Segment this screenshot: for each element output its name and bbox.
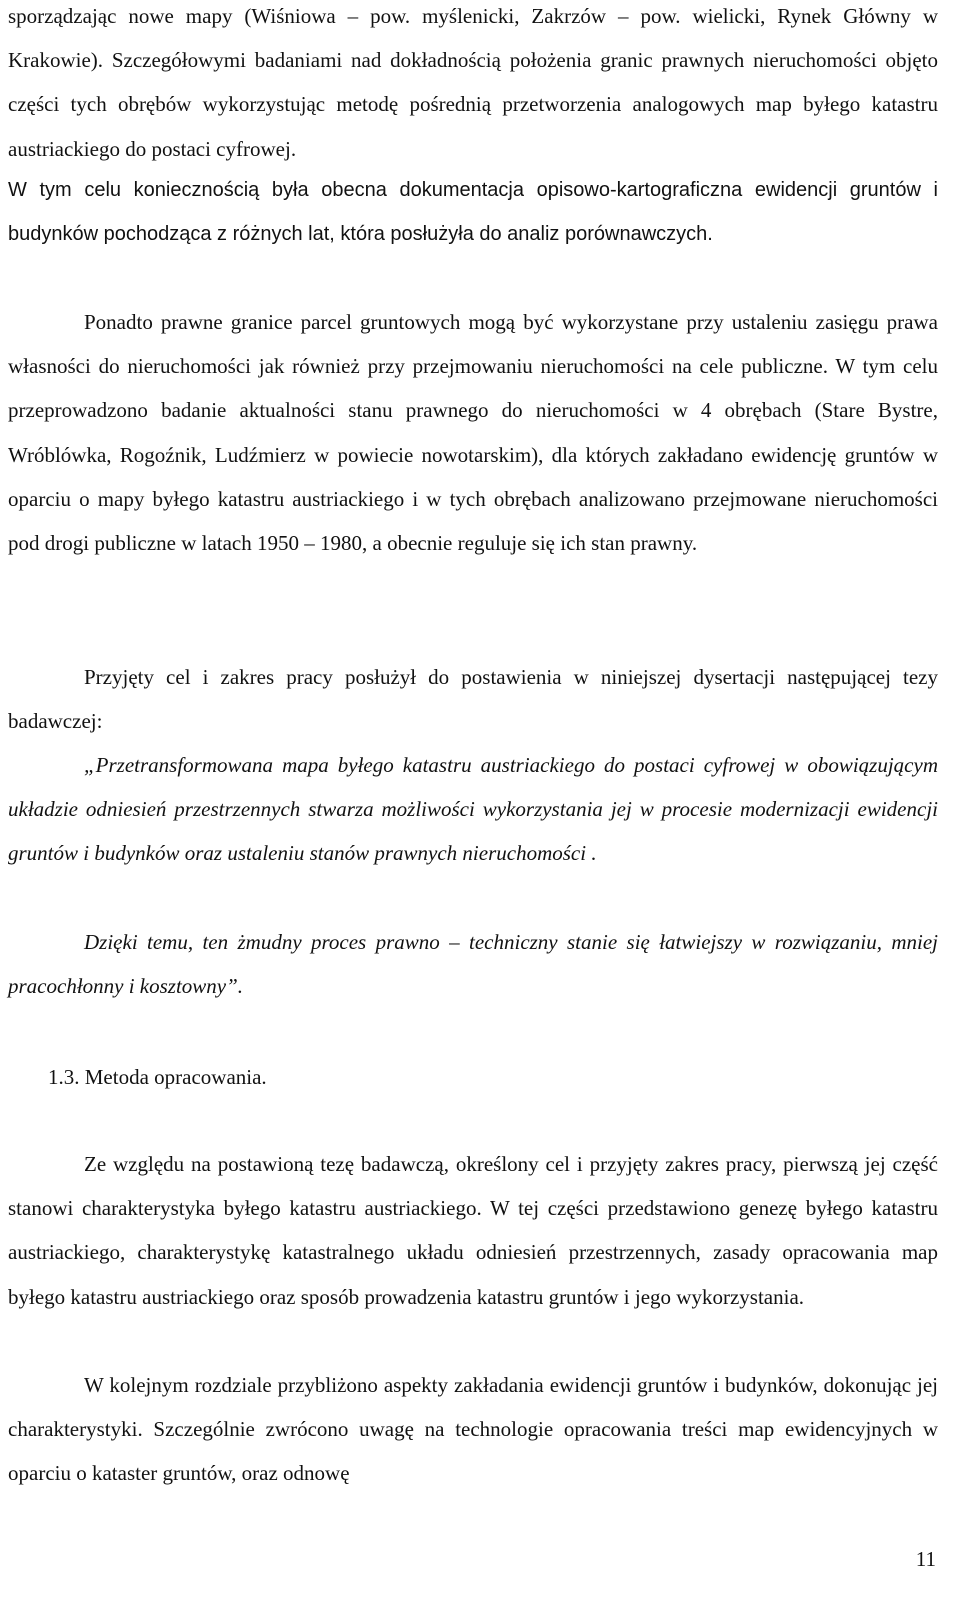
paragraph-documentation: W tym celu koniecznością była obecna dokumentacja opisowo-kartograficzna ewidencji gruntów i budynków pochodząca z różnych lat, która posłużyła do analiz porównawczych. xyxy=(8,179,938,246)
paragraph-maps-preparation: sporządzając nowe mapy (Wiśniowa – pow. myślenicki, Zakrzów – pow. wielicki, Rynek Główny w Krakowie). Szczegółowymi badaniami nad dokładnością położenia granic prawnych nieruchomości objęto części tych obrębów wykorzystując metodę pośrednią przetworzenia analogowych map byłego katastru austriackiego do postaci cyfrowej. xyxy=(8,4,938,161)
section-heading: 1.3. Metoda opracowania. xyxy=(48,1065,267,1089)
paragraph-thesis-statement: „Przetransformowana mapa byłego katastru austriackiego do postaci cyfrowej w obowiązującym układzie odniesień przestrzennych stwarza możliwości wykorzystania jej w procesie modernizacji ewidencji gruntów i budynków oraz ustaleniu stanów prawnych nieruchomości . xyxy=(8,753,938,866)
paragraph-legal-boundaries: Ponadto prawne granice parcel gruntowych mogą być wykorzystane przy ustaleniu zasięgu prawa własności do nieruchomości jak również przy przejmowaniu nieruchomości na cele publiczne. W tym celu przeprowadzono badanie aktualności stanu prawnego do nieruchomości w 4 obrębach (Stare Bystre, Wróblówka, Rogoźnik, Ludźmierz w powiecie nowotarskim), dla których zakładano ewidencję gruntów w oparciu o mapy byłego katastru austriackiego i w tych obrębach analizowano przejmowane nieruchomości pod drogi publiczne w latach 1950 – 1980, a obecnie reguluje się ich stan prawny. xyxy=(8,310,938,556)
paragraph-next-chapter: W kolejnym rozdziale przybliżono aspekty zakładania ewidencji gruntów i budynków, dokonując jej charakterystyki. Szczególnie zwrócono uwagę na technologie opracowania treści map ewidencyjnych w oparciu o kataster gruntów, oraz odnowę xyxy=(8,1373,938,1486)
paragraph-thesis-intro: Przyjęty cel i zakres pracy posłużył do postawienia w niniejszej dysertacji następującej tezy badawczej: xyxy=(8,665,938,734)
paragraph-thesis-conclusion: Dzięki temu, ten żmudny proces prawno – techniczny stanie się łatwiejszy w rozwiązaniu, mniej pracochłonny i kosztowny”. xyxy=(8,930,938,999)
page-number: 11 xyxy=(915,1547,936,1571)
paragraph-first-part: Ze względu na postawioną tezę badawczą, określony cel i przyjęty zakres pracy, pierwszą jej część stanowi charakterystyka byłego katastru austriackiego. W tej części przedstawiono genezę byłego katastru austriackiego, charakterystykę katastralnego układu odniesień przestrzennych, zasady opracowania map byłego katastru austriackiego oraz sposób prowadzenia katastru gruntów i jego wykorzystania. xyxy=(8,1152,938,1309)
